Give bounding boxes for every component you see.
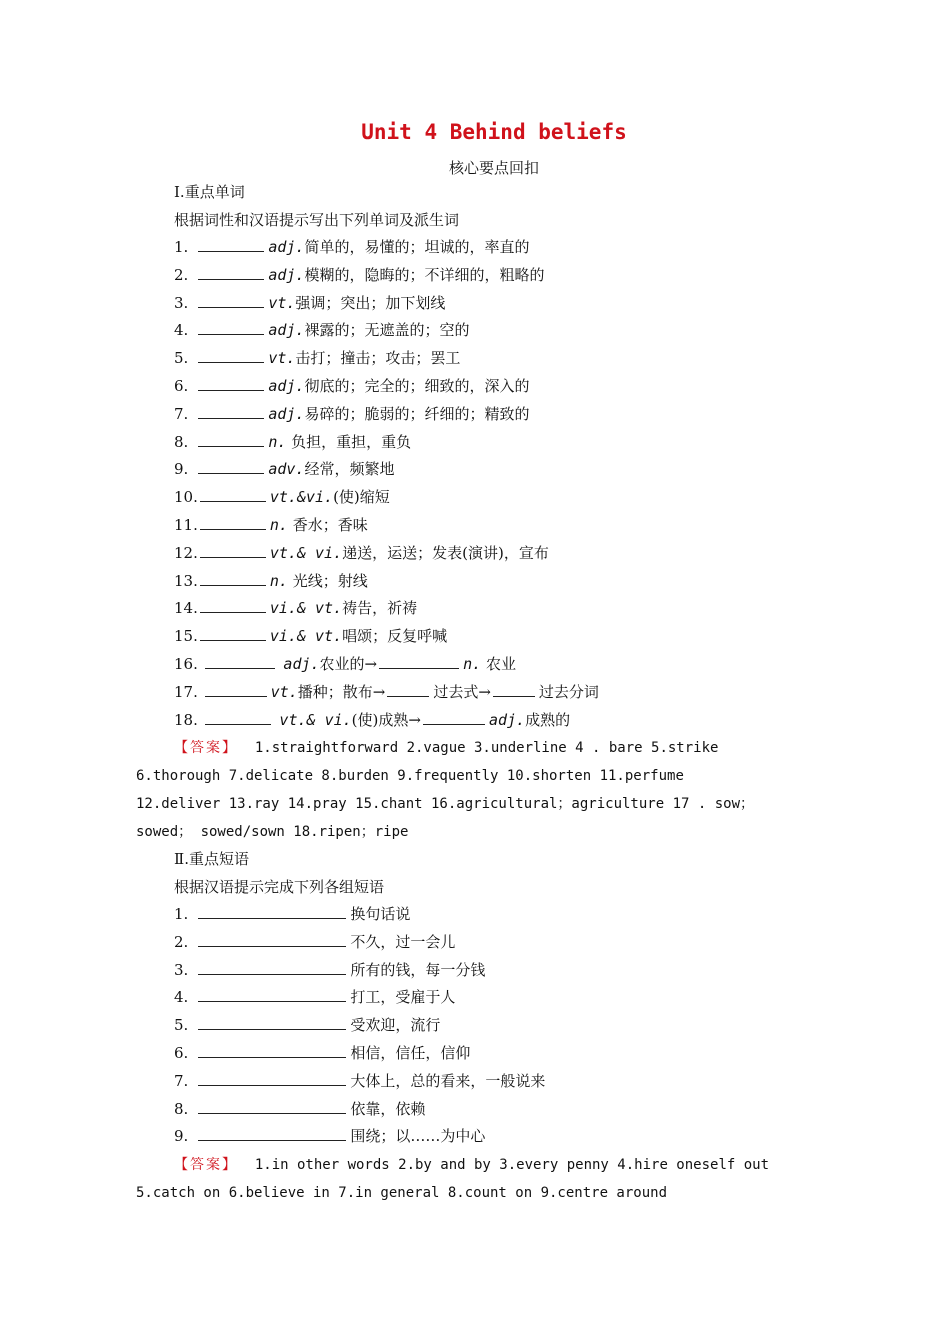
item-number: 9. <box>174 1127 189 1146</box>
answer-blank[interactable] <box>198 348 264 363</box>
answer-blank[interactable] <box>198 1043 346 1058</box>
meaning: 击打；撞击；攻击；罢工 <box>295 349 461 368</box>
meaning: 负担，重担，重负 <box>286 432 412 451</box>
item-number: 5. <box>174 1016 189 1035</box>
vocab-item <box>174 432 411 452</box>
part-of-speech: adj. <box>268 404 305 423</box>
meaning: 相信，信任，信仰 <box>350 1044 471 1062</box>
vocab-item <box>174 404 529 424</box>
answer-blank[interactable] <box>387 682 429 697</box>
answer-line: 6.thorough 7.delicate 8.burden 9.frequently 10.shorten 11.perfume <box>136 768 684 784</box>
vocab-item-17 <box>174 682 599 702</box>
meaning: 裸露的；无遮盖的；空的 <box>304 321 470 340</box>
part-of-speech: vi.& vt. <box>269 627 343 646</box>
meaning: 经常，频繁地 <box>304 460 395 479</box>
vocab-item <box>174 237 529 257</box>
item-number: 8. <box>174 432 189 451</box>
answer-blank[interactable] <box>198 293 264 308</box>
vocab-item <box>174 376 529 396</box>
part-of-speech: vt. <box>268 293 296 312</box>
part-of-speech: vi.& vt. <box>269 599 343 618</box>
answer-blank[interactable] <box>198 1126 346 1141</box>
meaning: 农业 <box>481 655 516 673</box>
item-number: 11. <box>174 516 198 534</box>
meaning: 光线；射线 <box>287 571 368 590</box>
part-of-speech: adj. <box>268 265 305 284</box>
answer-line: 5.catch on 6.believe in 7.in general 8.count on 9.centre around <box>136 1185 668 1201</box>
vocab-item-16 <box>174 654 516 674</box>
answer-blank[interactable] <box>198 960 346 975</box>
item-number: 1. <box>174 238 189 256</box>
answer-blank[interactable] <box>200 487 266 502</box>
answer-blank[interactable] <box>198 265 264 280</box>
item-number: 6. <box>174 1044 189 1062</box>
vocab-item <box>174 598 417 618</box>
part-of-speech: n. <box>269 516 288 534</box>
item-number: 15. <box>174 627 198 646</box>
item-number: 5. <box>174 349 189 368</box>
vocab-item <box>174 320 469 340</box>
meaning: 递送，运送；发表(演讲)，宣布 <box>342 543 549 562</box>
vocab-item <box>174 626 447 646</box>
meaning: 模糊的，隐晦的；不详细的，粗略的 <box>304 265 545 284</box>
answer-label: 【答案】 <box>174 1157 238 1173</box>
answer-blank[interactable] <box>200 598 266 613</box>
item-number: 8. <box>174 1099 189 1118</box>
phrase-item <box>174 1126 485 1146</box>
part-of-speech: adj. <box>268 321 305 340</box>
answer-blank[interactable] <box>198 459 264 474</box>
answer-blank[interactable] <box>200 515 266 530</box>
part-of-speech: vt. <box>268 349 296 368</box>
item-number: 7. <box>174 404 189 423</box>
meaning: 大体上，总的看来，一般说来 <box>350 1071 546 1090</box>
page-title: Unit 4 Behind beliefs <box>361 120 627 144</box>
answer-blank[interactable] <box>198 1071 346 1086</box>
item-number: 1. <box>174 905 189 923</box>
vocab-item <box>174 487 390 507</box>
answer-blank[interactable] <box>198 904 346 919</box>
meaning: 祷告，祈祷 <box>342 599 418 618</box>
section1-instruction: 根据词性和汉语提示写出下列单词及派生词 <box>174 211 460 229</box>
item-number: 10. <box>174 488 198 507</box>
meaning: (使)成熟→ <box>351 711 421 729</box>
answer-blank[interactable] <box>205 654 275 669</box>
phrase-item <box>174 904 410 924</box>
answer-blank[interactable] <box>200 626 266 641</box>
section1-heading: Ⅰ.重点单词 <box>174 183 245 201</box>
answer-blank[interactable] <box>198 1099 346 1114</box>
meaning: 所有的钱，每一分钱 <box>350 960 486 979</box>
meaning: 依靠，依赖 <box>350 1099 426 1118</box>
part-of-speech: vt.& vi. <box>279 711 352 729</box>
part-of-speech: n. <box>268 432 287 451</box>
vocab-item <box>174 515 368 535</box>
section2-instruction: 根据汉语提示完成下列各组短语 <box>174 878 385 896</box>
meaning: 过去分词 <box>538 683 599 701</box>
part-of-speech: n. <box>269 571 288 590</box>
item-number: 4. <box>174 321 189 340</box>
answer-text: 1.in other words 2.by and by 3.every penny 4.hire oneself out <box>254 1157 770 1173</box>
answer-blank[interactable] <box>205 682 267 697</box>
meaning: 简单的，易懂的；坦诚的，率直的 <box>304 238 530 256</box>
vocab-item <box>174 293 445 313</box>
answer-blank[interactable] <box>205 710 271 725</box>
answer-blank[interactable] <box>198 376 264 391</box>
answer-blank[interactable] <box>493 682 535 697</box>
meaning: 过去式→ <box>433 683 491 701</box>
item-number: 18. <box>174 711 198 729</box>
vocab-item <box>174 543 549 563</box>
answer-text: 1.straightforward 2.vague 3.underline 4 . bare 5.strike <box>254 740 719 756</box>
item-number: 2. <box>174 932 189 951</box>
answer-line <box>174 1155 814 1175</box>
answer-line <box>174 738 814 758</box>
answer-blank[interactable] <box>198 237 264 252</box>
part-of-speech: adj. <box>283 655 320 673</box>
phrase-item <box>174 987 455 1007</box>
vocab-item-18 <box>174 710 570 730</box>
meaning: 彻底的；完全的；细致的，深入的 <box>304 377 530 395</box>
meaning: 强调；突出；加下划线 <box>295 293 446 312</box>
meaning: 换句话说 <box>350 905 411 923</box>
meaning: 香水；香味 <box>287 516 368 534</box>
vocab-item <box>174 265 544 285</box>
item-number: 9. <box>174 460 189 479</box>
answer-blank[interactable] <box>200 571 266 586</box>
item-number: 13. <box>174 571 198 590</box>
section2-heading: Ⅱ.重点短语 <box>174 850 249 868</box>
answer-blank[interactable] <box>198 932 346 947</box>
answer-line: 12.deliver 13.ray 14.pray 15.chant 16.agricultural；agriculture 17 . sow； <box>136 796 755 812</box>
answer-blank[interactable] <box>198 987 346 1002</box>
part-of-speech: adj. <box>268 377 305 395</box>
item-number: 16. <box>174 655 198 673</box>
meaning: 不久，过一会儿 <box>350 932 456 951</box>
phrase-item <box>174 1099 425 1119</box>
part-of-speech: adj. <box>488 711 526 729</box>
meaning: (使)缩短 <box>333 488 390 507</box>
meaning: 唱颂；反复呼喊 <box>342 627 448 646</box>
item-number: 3. <box>174 960 189 979</box>
phrase-item <box>174 1071 545 1091</box>
item-number: 3. <box>174 293 189 312</box>
item-number: 14. <box>174 599 198 618</box>
part-of-speech: vt.& vi. <box>269 543 343 562</box>
meaning: 播种；散布→ <box>297 683 386 701</box>
vocab-item <box>174 571 368 591</box>
vocab-item <box>174 459 394 479</box>
part-of-speech: vt. <box>270 683 298 701</box>
answer-blank[interactable] <box>198 432 264 447</box>
meaning: 成熟的 <box>525 711 571 729</box>
item-number: 4. <box>174 988 189 1007</box>
part-of-speech: n. <box>463 655 482 673</box>
phrase-item <box>174 1043 470 1063</box>
answer-blank[interactable] <box>200 543 266 558</box>
answer-blank[interactable] <box>198 404 264 419</box>
item-number: 12. <box>174 543 198 562</box>
meaning: 农业的→ <box>319 655 378 673</box>
phrase-item <box>174 960 485 980</box>
answer-blank[interactable] <box>423 710 485 725</box>
answer-blank[interactable] <box>379 654 459 669</box>
answer-line: sowed； sowed/sown 18.ripen；ripe <box>136 824 409 840</box>
page-subtitle: 核心要点回扣 <box>448 159 539 177</box>
part-of-speech: adv. <box>268 460 305 479</box>
item-number: 2. <box>174 265 189 284</box>
answer-blank[interactable] <box>198 320 264 335</box>
answer-label: 【答案】 <box>174 740 238 756</box>
meaning: 打工，受雇于人 <box>350 988 456 1007</box>
item-number: 7. <box>174 1071 189 1090</box>
item-number: 17. <box>174 683 198 701</box>
meaning: 围绕；以……为中心 <box>350 1127 486 1146</box>
phrase-item <box>174 1015 440 1035</box>
vocab-item <box>174 348 460 368</box>
item-number: 6. <box>174 377 189 395</box>
meaning: 易碎的；脆弱的；纤细的；精致的 <box>304 404 530 423</box>
phrase-item <box>174 932 455 952</box>
meaning: 受欢迎，流行 <box>350 1016 441 1035</box>
answer-blank[interactable] <box>198 1015 346 1030</box>
part-of-speech: vt.&vi. <box>269 488 334 507</box>
part-of-speech: adj. <box>268 238 305 256</box>
